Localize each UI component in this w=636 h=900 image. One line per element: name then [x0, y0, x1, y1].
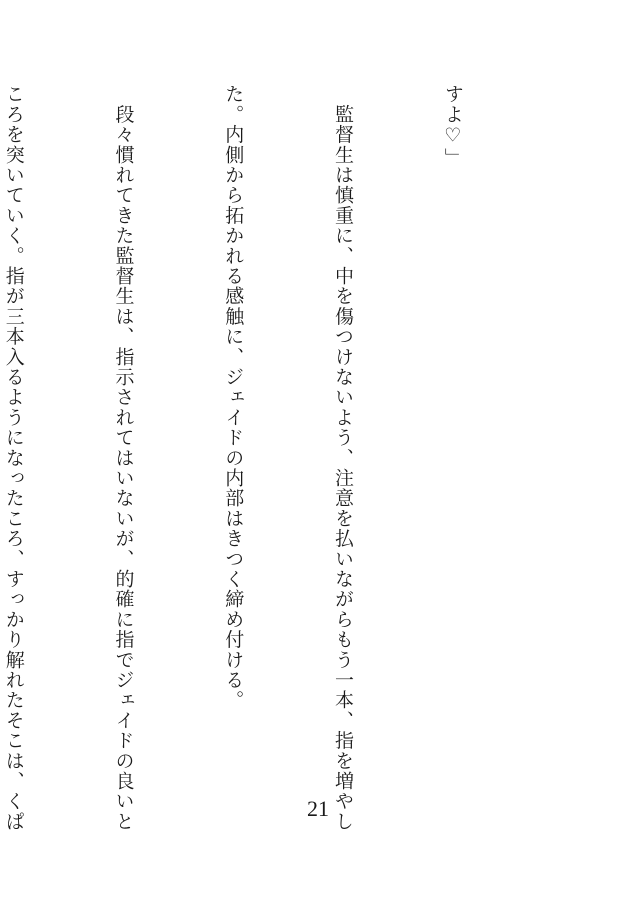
text-line: 段々慣れてきた監督生は、指示されてはいないが、的確に指でジェイドの良いと	[112, 84, 135, 832]
text-line: すよ♡」	[441, 84, 464, 168]
page-number: 21	[307, 796, 329, 821]
text-line: 監督生は慎重に、中を傷つけないよう、注意を払いながらもう一本、指を増やし	[332, 84, 355, 832]
text-line: ころを突いていく。指が三本入るようになったころ、すっかり解れたそこは、くぱ	[2, 84, 25, 832]
text-line: た。内側から拓かれる感触に、ジェイドの内部はきつく締め付ける。	[222, 84, 245, 711]
